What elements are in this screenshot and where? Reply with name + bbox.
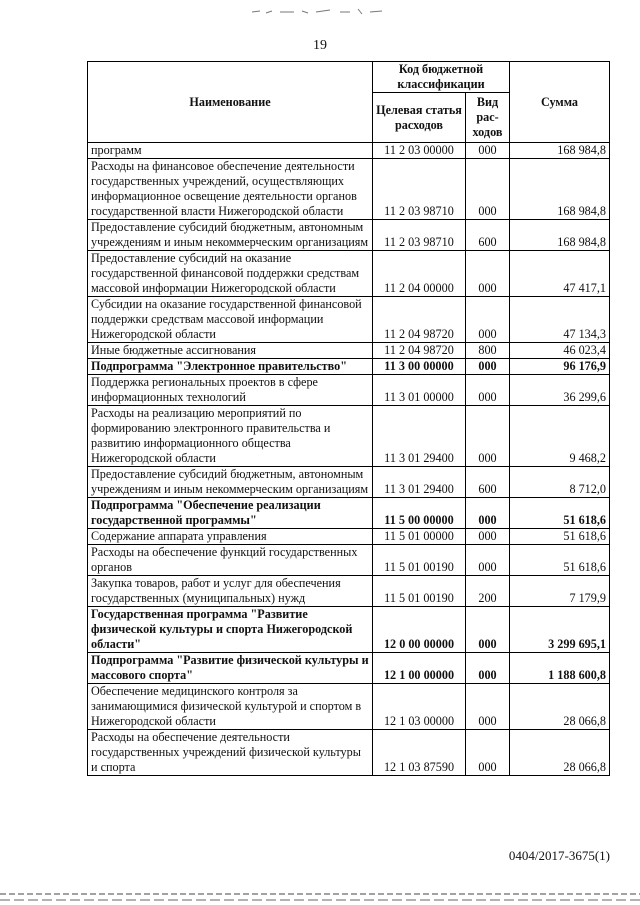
header-name: Наименование [88, 62, 373, 143]
row-name: Государственная программа "Развитие физической культуры и спорта Нижегородской области" [88, 607, 373, 653]
row-expense-type: 000 [466, 545, 510, 576]
row-code: 11 2 03 00000 [373, 143, 466, 159]
scan-artifact-top [250, 6, 390, 16]
scan-artifact-bottom [0, 892, 640, 905]
table-row [88, 375, 610, 406]
row-expense-type: 600 [466, 220, 510, 251]
row-name: Субсидии на оказание государственной финансовой поддержки средствам массовой информации Нижегородской области [88, 297, 373, 343]
row-code: 11 3 01 00000 [373, 375, 466, 406]
row-amount: 1 188 600,8 [510, 653, 610, 684]
row-code: 11 2 04 00000 [373, 251, 466, 297]
row-code: 11 5 00 00000 [373, 498, 466, 529]
row-expense-type: 000 [466, 653, 510, 684]
row-amount: 47 134,3 [510, 297, 610, 343]
row-amount: 8 712,0 [510, 467, 610, 498]
row-expense-type: 000 [466, 498, 510, 529]
row-expense-type: 000 [466, 375, 510, 406]
row-amount: 9 468,2 [510, 406, 610, 467]
table-row [88, 545, 610, 576]
row-name: Расходы на обеспечение деятельности государственных учреждений физической культуры и спорта [88, 730, 373, 776]
row-expense-type: 000 [466, 730, 510, 776]
row-name: Иные бюджетные ассигнования [88, 343, 373, 359]
row-amount: 7 179,9 [510, 576, 610, 607]
row-name: Поддержка региональных проектов в сфере информационных технологий [88, 375, 373, 406]
row-amount: 168 984,8 [510, 159, 610, 220]
table-row [88, 467, 610, 498]
row-code: 11 2 03 98710 [373, 220, 466, 251]
row-expense-type: 000 [466, 251, 510, 297]
table-row [88, 406, 610, 467]
row-amount: 36 299,6 [510, 375, 610, 406]
row-expense-type: 000 [466, 297, 510, 343]
row-amount: 168 984,8 [510, 220, 610, 251]
header-amount: Сумма [510, 62, 610, 143]
row-expense-type: 000 [466, 607, 510, 653]
table-row [88, 220, 610, 251]
row-code: 12 1 03 87590 [373, 730, 466, 776]
budget-table [87, 61, 610, 776]
table-row [88, 297, 610, 343]
row-amount: 51 618,6 [510, 545, 610, 576]
row-amount: 47 417,1 [510, 251, 610, 297]
row-amount: 46 023,4 [510, 343, 610, 359]
row-amount: 28 066,8 [510, 684, 610, 730]
row-code: 11 2 04 98720 [373, 297, 466, 343]
row-name: программ [88, 143, 373, 159]
row-amount: 96 176,9 [510, 359, 610, 375]
row-code: 12 1 03 00000 [373, 684, 466, 730]
row-code: 11 2 04 98720 [373, 343, 466, 359]
row-expense-type: 000 [466, 159, 510, 220]
header-expense-type: Вид рас-ходов [466, 93, 510, 143]
table-row [88, 343, 610, 359]
table-body [88, 143, 610, 776]
row-expense-type: 000 [466, 406, 510, 467]
table-row [88, 653, 610, 684]
row-name: Содержание аппарата управления [88, 529, 373, 545]
row-name: Расходы на реализацию мероприятий по формированию электронного правительства и развитию информационного общества Нижегородской области [88, 406, 373, 467]
row-name: Подпрограмма "Обеспечение реализации государственной программы" [88, 498, 373, 529]
row-name: Предоставление субсидий бюджетным, автономным учреждениям и иным некоммерческим организациям [88, 220, 373, 251]
row-expense-type: 000 [466, 684, 510, 730]
row-expense-type: 000 [466, 143, 510, 159]
row-name: Подпрограмма "Развитие физической культуры и массового спорта" [88, 653, 373, 684]
row-code: 11 3 00 00000 [373, 359, 466, 375]
row-expense-type: 000 [466, 529, 510, 545]
page-number: 19 [313, 38, 327, 53]
row-name: Расходы на финансовое обеспечение деятельности государственных учреждений, осуществляющих информационное освещение деятельности органов государственной власти Нижегородской области [88, 159, 373, 220]
row-amount: 51 618,6 [510, 498, 610, 529]
row-code: 11 3 01 29400 [373, 467, 466, 498]
row-code: 11 5 01 00190 [373, 545, 466, 576]
row-code: 11 3 01 29400 [373, 406, 466, 467]
table-row [88, 607, 610, 653]
row-code: 11 5 01 00000 [373, 529, 466, 545]
row-amount: 28 066,8 [510, 730, 610, 776]
header-code-group: Код бюджетной классификации [373, 62, 510, 93]
row-expense-type: 200 [466, 576, 510, 607]
row-amount: 51 618,6 [510, 529, 610, 545]
row-code: 12 1 00 00000 [373, 653, 466, 684]
table-row [88, 251, 610, 297]
table-row [88, 576, 610, 607]
row-amount: 168 984,8 [510, 143, 610, 159]
header-target-article: Целевая статья расходов [373, 93, 466, 143]
row-name: Подпрограмма "Электронное правительство" [88, 359, 373, 375]
table-row [88, 529, 610, 545]
row-name: Закупка товаров, работ и услуг для обеспечения государственных (муниципальных) нужд [88, 576, 373, 607]
row-expense-type: 600 [466, 467, 510, 498]
row-code: 12 0 00 00000 [373, 607, 466, 653]
table-row [88, 730, 610, 776]
row-name: Предоставление субсидий на оказание государственной финансовой поддержки средствам массовой информации Нижегородской области [88, 251, 373, 297]
table-row [88, 159, 610, 220]
row-code: 11 5 01 00190 [373, 576, 466, 607]
document-number: 0404/2017-3675(1) [508, 848, 610, 863]
row-amount: 3 299 695,1 [510, 607, 610, 653]
row-name: Обеспечение медицинского контроля за занимающимися физической культурой и спортом в Нижегородской области [88, 684, 373, 730]
table-row [88, 359, 610, 375]
table-row [88, 498, 610, 529]
row-code: 11 2 03 98710 [373, 159, 466, 220]
row-expense-type: 000 [466, 359, 510, 375]
table-row [88, 143, 610, 159]
table-row [88, 684, 610, 730]
row-name: Расходы на обеспечение функций государственных органов [88, 545, 373, 576]
row-expense-type: 800 [466, 343, 510, 359]
row-name: Предоставление субсидий бюджетным, автономным учреждениям и иным некоммерческим организациям [88, 467, 373, 498]
